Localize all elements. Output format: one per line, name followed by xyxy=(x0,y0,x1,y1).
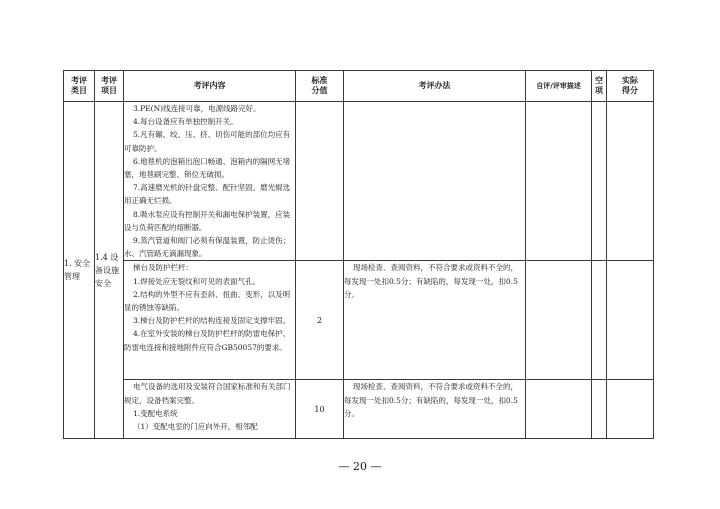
content-line: 1.焊接处应无裂纹和可见的表面气孔。 xyxy=(133,276,261,286)
content-cell xyxy=(124,102,296,261)
self-review-cell xyxy=(526,261,592,380)
content-line: （1）变配电室的门应向外开，相邻配 xyxy=(133,422,258,432)
content-line: 3.梯台及防护栏杆的结构连接及固定支撑牢固。 xyxy=(133,316,291,326)
item-cell: 1.4 设 备设施 安全 xyxy=(95,102,124,439)
content-line: 4.在室外安装的梯台及防护栏杆的防雷电保护、防雷电连接和接地附件应符合GB50057的要求。 xyxy=(124,329,291,352)
content-line: 6.地毯机的泡箱出泡口畅通、泡箱内的隔网无堵塞，地毯刷完整、锁位无破损。 xyxy=(124,156,291,180)
method-cell xyxy=(344,102,526,261)
header-self-review: 自评/评审描述 xyxy=(526,71,592,102)
content-line: 电气设备的选用及安装符合国家标准和有关部门规定，设备档案完整。 xyxy=(124,382,291,405)
content-line: 2.结构的外型不应有歪斜、扭曲、变形，以及明显的锈蚀等缺陷。 xyxy=(124,289,291,313)
content-line: 1.变配电系统 xyxy=(133,408,178,418)
blank-cell xyxy=(592,261,607,380)
score-cell: 2 xyxy=(296,261,344,380)
page-number: — 20 — xyxy=(338,460,382,473)
method-cell: 现场检查、查阅资料，不符合要求或资料不全的，每发现一处扣0.5分；有缺陷的，每发现一处，扣0.5分。 xyxy=(344,261,526,380)
header-category: 考评 类目 xyxy=(64,71,95,102)
content-cell xyxy=(124,380,296,439)
blank-cell xyxy=(592,380,607,439)
content-line: 5.凡有碾、绞、压、挤、切伤可能的部位均应有可靠防护。 xyxy=(124,130,291,153)
category-cell: 1. 安全 管理 xyxy=(64,102,95,439)
actual-score-cell xyxy=(607,261,654,380)
content-line: 梯台及防护栏杆： xyxy=(133,263,193,273)
actual-score-cell xyxy=(607,380,654,439)
content-cell xyxy=(124,261,296,380)
header-blank: 空 项 xyxy=(592,71,607,102)
table-row xyxy=(64,261,654,380)
score-cell: 10 xyxy=(296,380,344,439)
header-actual-score: 实际 得分 xyxy=(607,71,654,102)
header-score: 标准 分值 xyxy=(296,71,344,102)
table-row xyxy=(64,102,654,261)
method-cell: 现场检查、查阅资料，不符合要求或资料不全的，每发现一处扣0.5分；有缺陷的，每发现一处，扣0.5分。 xyxy=(344,380,526,439)
evaluation-table xyxy=(63,70,654,439)
header-method: 考评办法 xyxy=(344,71,526,102)
table-row xyxy=(64,380,654,439)
self-review-cell xyxy=(526,380,592,439)
content-line: 7.高速磨光机的针盘完整、配针坚固、磨光辊选用正确无烂损。 xyxy=(124,183,291,206)
content-line: 4.每台设备应有单独控制开关。 xyxy=(133,117,238,127)
self-review-cell xyxy=(526,102,592,261)
score-cell xyxy=(296,102,344,261)
blank-cell xyxy=(592,102,607,261)
actual-score-cell xyxy=(607,102,654,261)
header-item: 考评 项目 xyxy=(95,71,124,102)
header-content: 考评内容 xyxy=(124,71,296,102)
table-header-row xyxy=(64,71,654,102)
content-line: 9.蒸汽管道和阀门必须有保温装置，防止烫伤；水、汽管路无滴漏现象。 xyxy=(124,236,291,259)
content-line: 3.PE(N)线连接可靠，电源线路完好。 xyxy=(133,104,261,113)
content-line: 8.吸水泵应设有控制开关和漏电保护装置，应装设与负荷匹配的熔断器。 xyxy=(124,209,291,232)
